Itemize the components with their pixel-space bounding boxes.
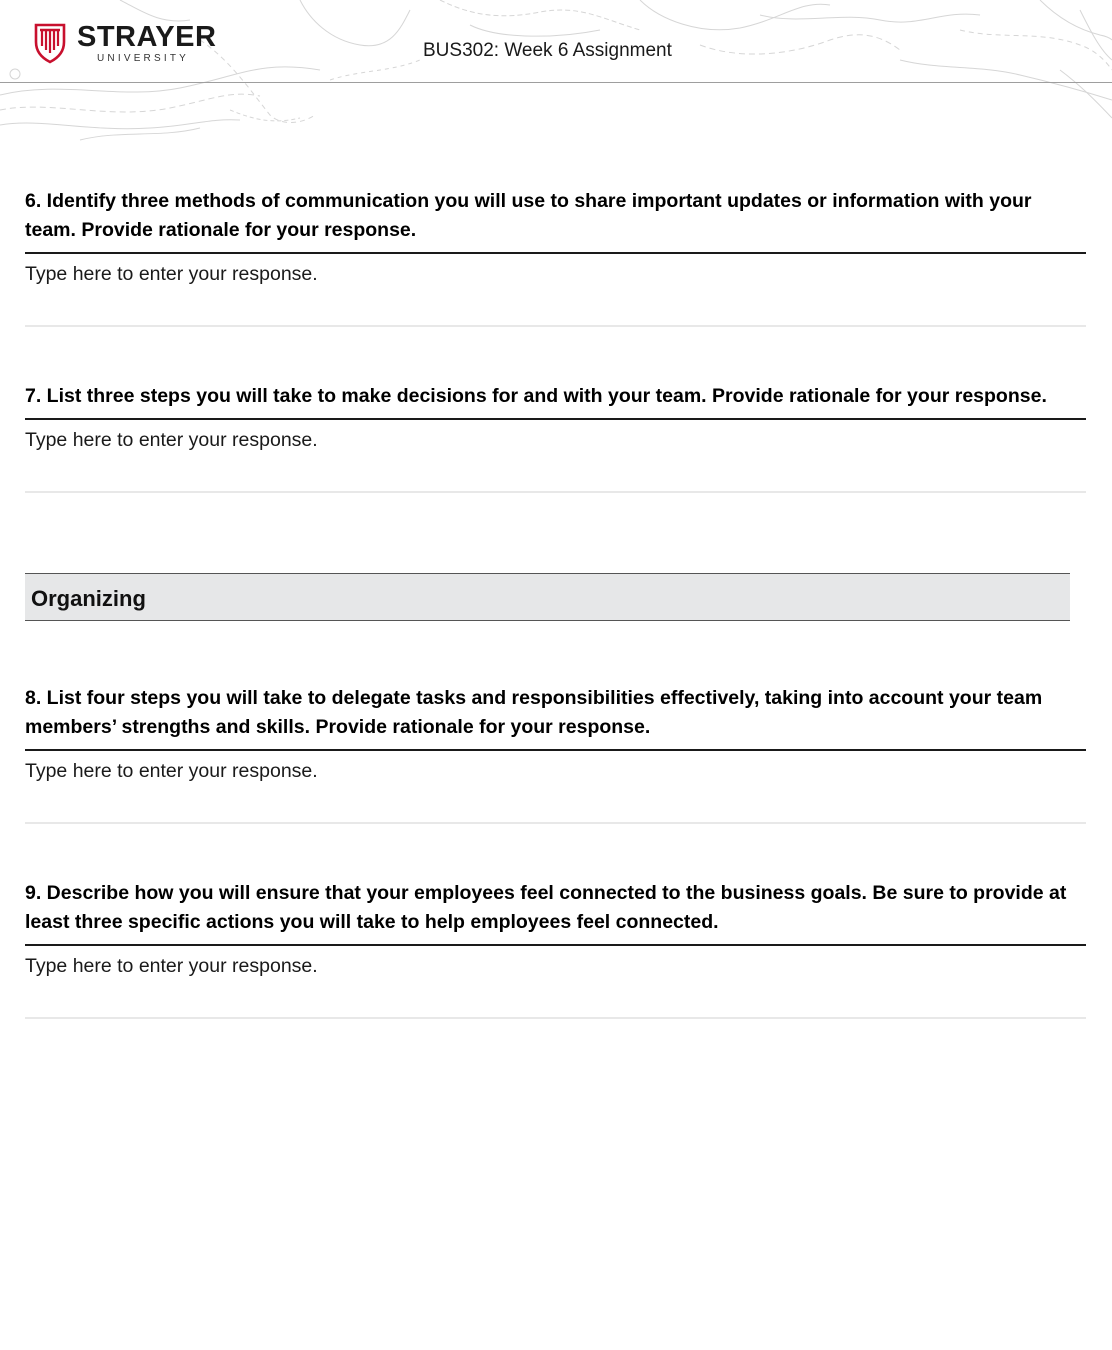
question-8-response-field[interactable]: Type here to enter your response. <box>25 751 1086 824</box>
question-9-prompt: 9. Describe how you will ensure that your employees feel connected to the business goals. Be sure to provide at least three specific actions you will take to help employees feel connected. <box>25 879 1086 946</box>
document-header <box>0 0 1112 84</box>
question-7-prompt: 7. List three steps you will take to make decisions for and with your team. Provide rationale for your response. <box>25 382 1086 420</box>
shield-icon <box>33 22 67 64</box>
section-header-organizing <box>25 573 1070 621</box>
question-6 <box>25 187 1086 327</box>
brand-name: STRAYER <box>77 21 217 53</box>
question-7-response-field[interactable]: Type here to enter your response. <box>25 420 1086 493</box>
header-divider <box>0 82 1112 83</box>
brand-subtitle: UNIVERSITY <box>97 53 190 64</box>
question-8-prompt: 8. List four steps you will take to delegate tasks and responsibilities effectively, taking into account your team members’ strengths and skills. Provide rationale for your response. <box>25 684 1086 751</box>
document-title: BUS302: Week 6 Assignment <box>423 40 672 61</box>
question-6-response-field[interactable]: Type here to enter your response. <box>25 254 1086 327</box>
question-8 <box>25 684 1086 824</box>
question-6-prompt: 6. Identify three methods of communication you will use to share important updates or information with your team. Provide rationale for your response. <box>25 187 1086 254</box>
question-9-response-field[interactable]: Type here to enter your response. <box>25 946 1086 1019</box>
section-title: Organizing <box>31 586 146 611</box>
question-7 <box>25 382 1086 493</box>
question-9 <box>25 879 1086 1019</box>
